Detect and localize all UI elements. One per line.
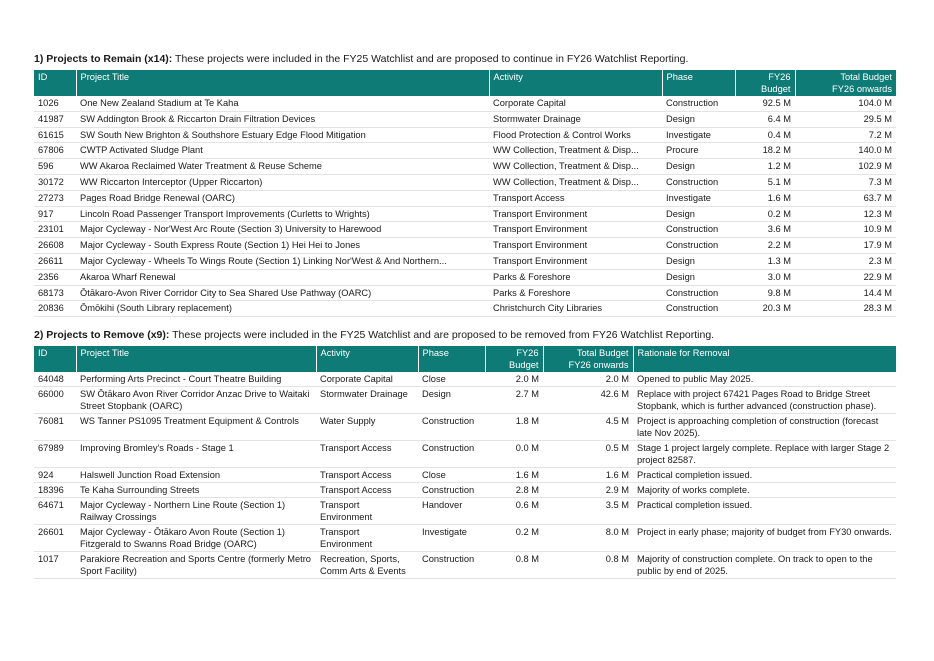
cell-activity: Recreation, Sports, Comm Arts & Events [316,552,418,579]
cell-id: 27273 [34,190,76,206]
cell-id: 67989 [34,441,76,468]
col-budget-header: FY26 Budget [735,70,795,96]
cell-id: 18396 [34,483,76,498]
cell-title: Improving Bromley's Roads - Stage 1 [76,441,316,468]
cell-phase: Design [662,253,735,269]
cell-rationale: Majority of works complete. [633,483,896,498]
cell-total: 0.5 M [543,441,633,468]
cell-title: Akaroa Wharf Renewal [76,269,489,285]
cell-phase: Investigate [662,127,735,143]
cell-id: 917 [34,206,76,222]
cell-total: 2.3 M [795,253,896,269]
cell-id: 23101 [34,222,76,238]
cell-total: 2.0 M [543,372,633,387]
cell-id: 76081 [34,414,76,441]
table-row [34,96,896,111]
cell-phase: Construction [662,238,735,254]
cell-title: Major Cycleway - South Express Route (Section 1) Hei Hei to Jones [76,238,489,254]
cell-activity: Transport Access [489,190,662,206]
cell-activity: Stormwater Drainage [489,111,662,127]
cell-activity: Parks & Foreshore [489,285,662,301]
cell-total: 102.9 M [795,159,896,175]
cell-activity: Water Supply [316,414,418,441]
cell-total: 22.9 M [795,269,896,285]
cell-title: Halswell Junction Road Extension [76,468,316,483]
cell-total: 28.3 M [795,301,896,317]
cell-total: 42.6 M [543,387,633,414]
cell-id: 2356 [34,269,76,285]
table-row [34,253,896,269]
cell-phase: Investigate [662,190,735,206]
cell-budget: 0.6 M [485,498,543,525]
section-2-description: These projects were included in the FY25 Watchlist and are proposed to be removed from FY26 Watchlist Reporting. [169,329,715,341]
cell-budget: 0.2 M [735,206,795,222]
table-row [34,301,896,317]
cell-total: 3.5 M [543,498,633,525]
cell-total: 140.0 M [795,143,896,159]
cell-title: SW South New Brighton & Southshore Estuary Edge Flood Mitigation [76,127,489,143]
col-title-header: Project Title [76,70,489,96]
cell-phase: Design [662,111,735,127]
cell-phase: Close [418,468,485,483]
table-row [34,190,896,206]
table-row [34,468,896,483]
table-row [34,372,896,387]
cell-title: Performing Arts Precinct - Court Theatre Building [76,372,316,387]
cell-phase: Design [662,269,735,285]
cell-rationale: Opened to public May 2025. [633,372,896,387]
table-row [34,414,896,441]
cell-phase: Design [662,206,735,222]
cell-phase: Construction [418,441,485,468]
cell-budget: 1.6 M [485,468,543,483]
section-2-title [34,329,714,342]
cell-activity: Transport Environment [489,238,662,254]
cell-budget: 20.3 M [735,301,795,317]
cell-activity: Stormwater Drainage [316,387,418,414]
cell-title: Parakiore Recreation and Sports Centre (formerly Metro Sport Facility) [76,552,316,579]
col-total-header: Total Budget FY26 onwards [543,346,633,372]
cell-phase: Construction [662,96,735,111]
cell-id: 64048 [34,372,76,387]
cell-id: 41987 [34,111,76,127]
cell-rationale: Project in early phase; majority of budget from FY30 onwards. [633,525,896,552]
table-row [34,238,896,254]
cell-rationale: Stage 1 project largely complete. Replace with larger Stage 2 project 82587. [633,441,896,468]
cell-budget: 2.2 M [735,238,795,254]
table-row [34,206,896,222]
table-row [34,441,896,468]
cell-budget: 92.5 M [735,96,795,111]
cell-budget: 2.7 M [485,387,543,414]
cell-total: 1.6 M [543,468,633,483]
cell-budget: 18.2 M [735,143,795,159]
cell-budget: 2.0 M [485,372,543,387]
cell-title: Ōmōkihi (South Library replacement) [76,301,489,317]
cell-rationale: Majority of construction complete. On track to open to the public by end of 2025. [633,552,896,579]
cell-title: WW Akaroa Reclaimed Water Treatment & Reuse Scheme [76,159,489,175]
cell-activity: WW Collection, Treatment & Disp... [489,143,662,159]
cell-budget: 1.8 M [485,414,543,441]
cell-id: 20836 [34,301,76,317]
cell-activity: Corporate Capital [489,96,662,111]
cell-id: 64671 [34,498,76,525]
table-header-row [34,346,896,372]
cell-id: 26608 [34,238,76,254]
cell-title: Major Cycleway - Nor'West Arc Route (Section 3) University to Harewood [76,222,489,238]
cell-total: 4.5 M [543,414,633,441]
cell-budget: 2.8 M [485,483,543,498]
cell-title: Ōtākaro-Avon River Corridor City to Sea Shared Use Pathway (OARC) [76,285,489,301]
cell-total: 8.0 M [543,525,633,552]
cell-budget: 9.8 M [735,285,795,301]
cell-budget: 3.0 M [735,269,795,285]
table-row [34,127,896,143]
cell-id: 596 [34,159,76,175]
col-budget-header: FY26 Budget [485,346,543,372]
cell-phase: Design [418,387,485,414]
cell-budget: 0.4 M [735,127,795,143]
cell-phase: Construction [662,222,735,238]
cell-total: 104.0 M [795,96,896,111]
table-header-row [34,70,896,96]
cell-activity: Transport Environment [489,222,662,238]
cell-budget: 6.4 M [735,111,795,127]
table-row [34,525,896,552]
cell-activity: Transport Environment [316,525,418,552]
cell-activity: Transport Access [316,483,418,498]
table-row [34,143,896,159]
cell-budget: 1.6 M [735,190,795,206]
cell-phase: Close [418,372,485,387]
cell-total: 63.7 M [795,190,896,206]
cell-total: 10.9 M [795,222,896,238]
cell-title: One New Zealand Stadium at Te Kaha [76,96,489,111]
cell-rationale: Practical completion issued. [633,468,896,483]
projects-to-remain-table [34,70,896,317]
cell-activity: Transport Environment [316,498,418,525]
cell-activity: Transport Environment [489,206,662,222]
cell-id: 924 [34,468,76,483]
cell-id: 61615 [34,127,76,143]
cell-phase: Construction [662,174,735,190]
cell-phase: Construction [662,285,735,301]
section-2-heading: 2) Projects to Remove (x9): [34,329,170,341]
col-id-header: ID [34,346,76,372]
col-phase-header: Phase [418,346,485,372]
cell-title: SW Ōtākaro Avon River Corridor Anzac Drive to Waitaki Street Stopbank (OARC) [76,387,316,414]
cell-phase: Construction [418,552,485,579]
col-phase-header: Phase [662,70,735,96]
col-activity-header: Activity [316,346,418,372]
cell-total: 7.3 M [795,174,896,190]
cell-activity: WW Collection, Treatment & Disp... [489,159,662,175]
cell-phase: Design [662,159,735,175]
cell-budget: 0.0 M [485,441,543,468]
cell-total: 0.8 M [543,552,633,579]
cell-rationale: Replace with project 67421 Pages Road to Bridge Street Stopbank, which is further advanced (construction phase). [633,387,896,414]
cell-id: 1017 [34,552,76,579]
cell-id: 26611 [34,253,76,269]
cell-activity: Flood Protection & Control Works [489,127,662,143]
section-1-description: These projects were included in the FY25 Watchlist and are proposed to continue in FY26 Watchlist Reporting. [172,53,689,65]
cell-title: Major Cycleway - Northern Line Route (Section 1) Railway Crossings [76,498,316,525]
cell-activity: Transport Environment [489,253,662,269]
col-total-header: Total Budget FY26 onwards [795,70,896,96]
table-row [34,552,896,579]
cell-phase: Construction [418,414,485,441]
cell-title: WW Riccarton Interceptor (Upper Riccarton) [76,174,489,190]
cell-id: 66000 [34,387,76,414]
cell-total: 14.4 M [795,285,896,301]
cell-phase: Construction [662,301,735,317]
cell-title: SW Addington Brook & Riccarton Drain Filtration Devices [76,111,489,127]
cell-title: Te Kaha Surrounding Streets [76,483,316,498]
cell-id: 30172 [34,174,76,190]
cell-total: 29.5 M [795,111,896,127]
table-row [34,269,896,285]
section-1-title [34,53,688,66]
cell-activity: Transport Access [316,441,418,468]
cell-activity: Transport Access [316,468,418,483]
cell-rationale: Practical completion issued. [633,498,896,525]
cell-total: 2.9 M [543,483,633,498]
cell-rationale: Project is approaching completion of construction (forecast late Nov 2025). [633,414,896,441]
cell-activity: WW Collection, Treatment & Disp... [489,174,662,190]
cell-phase: Construction [418,483,485,498]
cell-title: Pages Road Bridge Renewal (OARC) [76,190,489,206]
cell-phase: Procure [662,143,735,159]
table-row [34,285,896,301]
cell-title: CWTP Activated Sludge Plant [76,143,489,159]
cell-budget: 1.3 M [735,253,795,269]
cell-activity: Corporate Capital [316,372,418,387]
projects-to-remove-table [34,346,896,579]
cell-activity: Christchurch City Libraries [489,301,662,317]
cell-phase: Handover [418,498,485,525]
cell-title: Major Cycleway - Wheels To Wings Route (Section 1) Linking Nor'West & And Northern... [76,253,489,269]
cell-title: WS Tanner PS1095 Treatment Equipment & Controls [76,414,316,441]
cell-id: 67806 [34,143,76,159]
col-id-header: ID [34,70,76,96]
table-row [34,222,896,238]
col-rationale-header: Rationale for Removal [633,346,896,372]
col-title-header: Project Title [76,346,316,372]
cell-budget: 0.8 M [485,552,543,579]
table-row [34,174,896,190]
cell-total: 17.9 M [795,238,896,254]
cell-total: 7.2 M [795,127,896,143]
col-activity-header: Activity [489,70,662,96]
cell-id: 26601 [34,525,76,552]
table-row [34,498,896,525]
cell-total: 12.3 M [795,206,896,222]
cell-id: 1026 [34,96,76,111]
cell-budget: 3.6 M [735,222,795,238]
table-row [34,387,896,414]
cell-budget: 5.1 M [735,174,795,190]
table-row [34,111,896,127]
cell-budget: 0.2 M [485,525,543,552]
table-row [34,483,896,498]
cell-title: Lincoln Road Passenger Transport Improvements (Curletts to Wrights) [76,206,489,222]
cell-id: 68173 [34,285,76,301]
cell-budget: 1.2 M [735,159,795,175]
cell-title: Major Cycleway - Ōtākaro Avon Route (Section 1) Fitzgerald to Swanns Road Bridge (OARC) [76,525,316,552]
cell-activity: Parks & Foreshore [489,269,662,285]
section-1-heading: 1) Projects to Remain (x14): [34,53,173,65]
cell-phase: Investigate [418,525,485,552]
table-row [34,159,896,175]
